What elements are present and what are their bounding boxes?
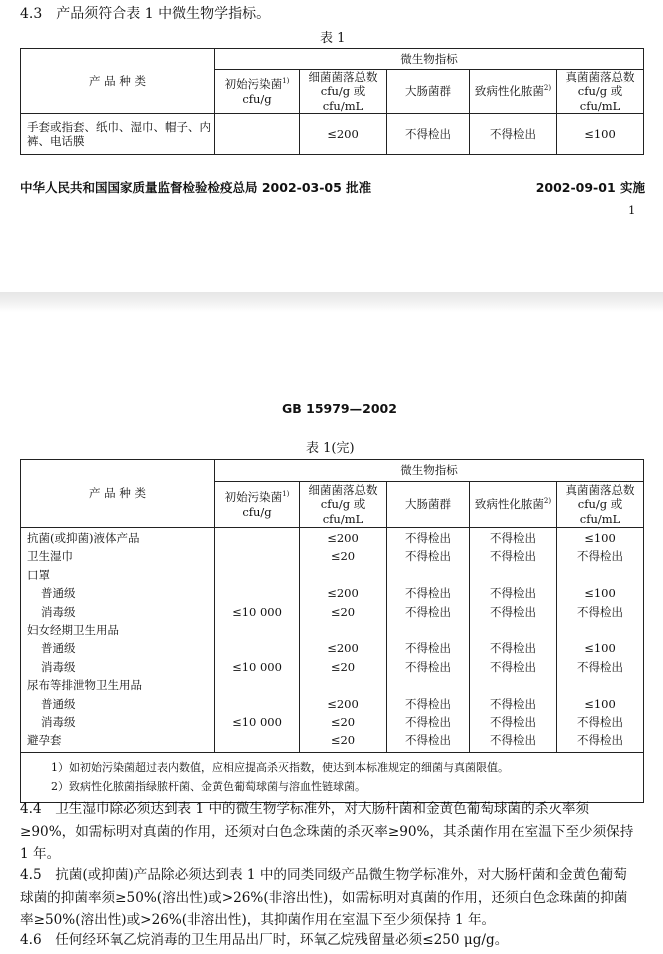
header-group: 微生物指标 (215, 460, 644, 482)
row-col5: ≤100 (557, 114, 644, 155)
header-col2: 细菌菌落总数 cfu/g 或 cfu/mL (300, 482, 387, 528)
table-title: 表 1 (320, 31, 346, 46)
col3-column: 不得检出 不得检出 不得检出 不得检出 不得检出 不得检出 不得检出 不得检出 不得检出 (387, 528, 470, 753)
clause-4-3: 4.3 产品须符合表 1 中微生物学指标。 (20, 6, 271, 22)
header-col1: 初始污染菌$^{1)}$ cfu/g (215, 482, 300, 528)
header-category: 产 品 种 类 (21, 460, 215, 528)
row-col3: 不得检出 (387, 114, 470, 155)
category-cell: 普通级 (41, 641, 76, 656)
header-col3: 大肠菌群 (387, 482, 470, 528)
col2-column: ≤200 ≤20 ≤200 ≤20 ≤200 ≤20 ≤200 ≤20 ≤20 (300, 528, 387, 753)
row-col1 (215, 114, 300, 155)
category-cell: 尿布等排泄物卫生用品 (27, 678, 142, 693)
table-notes (21, 752, 644, 802)
header-col3: 大肠菌群 (387, 70, 470, 114)
table-row (21, 114, 644, 155)
table-title-continued: 表 1(完) (306, 441, 355, 456)
row-category: 手套或指套、纸巾、湿巾、帽子、内 裤、电话膜 (21, 114, 215, 155)
page-number: 1 (628, 203, 636, 217)
approval-line: 中华人民共和国国家质量监督检验检疫总局 2002-03-05 批准 (20, 180, 372, 195)
header-category: 产 品 种 类 (21, 49, 215, 114)
microbial-table-part2 (20, 459, 644, 803)
category-cell: 普通级 (41, 586, 76, 601)
col5-column: ≤100 不得检出 ≤100 不得检出 ≤100 不得检出 ≤100 不得检出 不得检出 (557, 528, 644, 753)
category-cell: 普通级 (41, 696, 76, 711)
header-col2: 细菌菌落总数 cfu/g 或 cfu/mL (300, 70, 387, 114)
clause-4-4: 4.4 卫生湿巾除必须达到表 1 中的微生物学标准外，对大肠杆菌和金黄色葡萄球菌的杀灭率须 ≥90%，如需标明对真菌的作用，还须对白色念珠菌的杀灭率≥90%，其杀菌作用在室温下至少须保持 1 年。 (20, 801, 634, 862)
col1-column: ≤10 000 ≤10 000 ≤10 000 (215, 528, 300, 753)
category-cell: 口罩 (27, 567, 50, 582)
header-col1: 初始污染菌$^{1)}$ cfu/g (215, 70, 300, 114)
page-separator (0, 292, 663, 312)
header-col5: 真菌菌落总数 cfu/g 或 cfu/mL (557, 482, 644, 528)
row-col4: 不得检出 (470, 114, 557, 155)
category-cell: 消毒级 (41, 659, 76, 674)
category-cell: 消毒级 (41, 714, 76, 729)
header-col5: 真菌菌落总数 cfu/g 或 cfu/mL (557, 70, 644, 114)
header-col4: 致病性化脓菌$^{2)}$ (470, 482, 557, 528)
header-col4: 致病性化脓菌$^{2)}$ (470, 70, 557, 114)
clause-4-6: 4.6 任何经环氧乙烷消毒的卫生用品出厂时，环氧乙烷残留量必须≤250 μg/g。 (20, 932, 509, 948)
standard-number: GB 15979—2002 (282, 401, 397, 416)
category-cell: 抗菌(或抑菌)液体产品 (27, 531, 140, 545)
category-column (21, 528, 215, 753)
category-cell: 妇女经期卫生用品 (27, 622, 119, 637)
category-cell: 消毒级 (41, 604, 76, 619)
header-group: 微生物指标 (215, 49, 644, 70)
category-cell: 避孕套 (27, 733, 62, 748)
col4-column: 不得检出 不得检出 不得检出 不得检出 不得检出 不得检出 不得检出 不得检出 不得检出 (470, 528, 557, 753)
clause-4-5: 4.5 抗菌(或抑菌)产品除必须达到表 1 中的同类同级产品微生物学标准外，对大肠杆菌和金黄色葡萄 球菌的抑菌率须≥50%(溶出性)或>26%(非溶出性)，如需标明对真菌的作用，还须白色念珠菌的抑菌 率≥50%(溶出性)或>26%(非溶出性)，其抑菌作用在室温下至少须保持 1 年。 (20, 867, 628, 928)
microbial-table-part1 (20, 48, 644, 155)
note-2: 2）致病性化脓菌指绿脓杆菌、金黄色葡萄球菌与溶血性链球菌。 (51, 779, 366, 793)
category-cell: 卫生湿巾 (27, 549, 73, 564)
implementation-line: 2002-09-01 实施 (535, 180, 645, 195)
note-1: 1）如初始污染菌超过表内数值，应相应提高杀灭指数，使达到本标准规定的细菌与真菌限值。 (51, 760, 509, 774)
row-col2: ≤200 (300, 114, 387, 155)
